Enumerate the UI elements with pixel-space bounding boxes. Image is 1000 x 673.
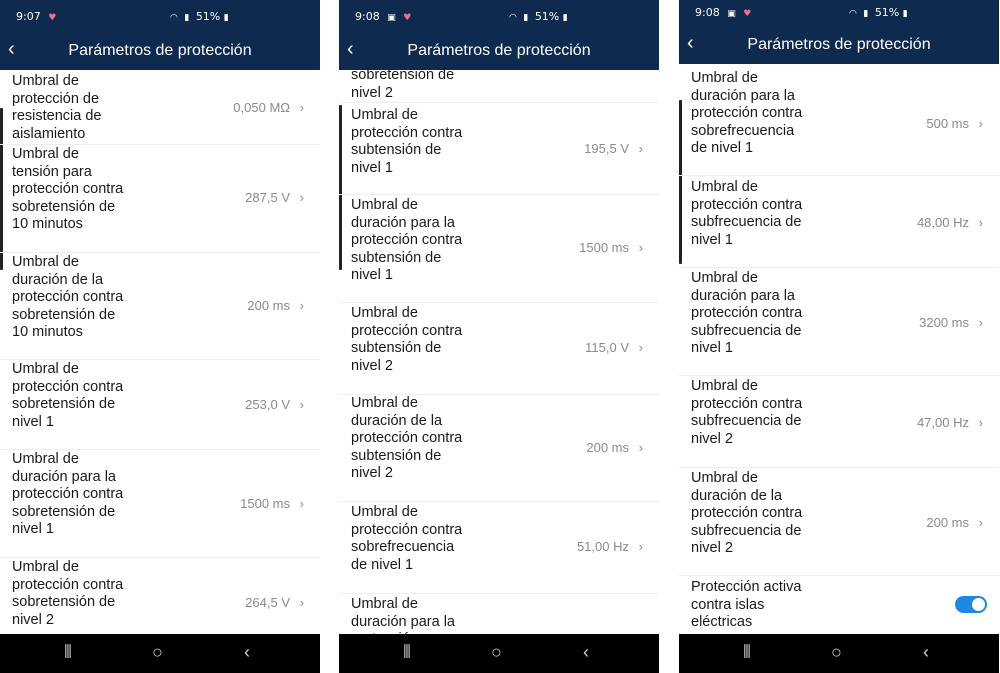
item-value: 200 ms <box>926 515 969 530</box>
item-label: Umbral de protección de resistencia de aislamiento <box>12 73 102 142</box>
chevron-right-icon: › <box>299 397 304 412</box>
wifi-icon: ◠ <box>509 13 517 23</box>
list-item[interactable] <box>679 376 999 468</box>
list-item[interactable] <box>679 64 999 176</box>
item-value: 195,5 V <box>584 141 629 156</box>
system-icons <box>509 10 571 23</box>
item-value: 3200 ms <box>919 315 969 330</box>
item-value: 1500 ms <box>240 496 290 511</box>
item-value: 1500 ms <box>579 240 629 255</box>
item-label: Umbral de protección contra subfrecuencia de nivel 2 <box>691 378 803 447</box>
status-time: 9:08 <box>355 10 380 23</box>
status-bar <box>355 10 411 23</box>
item-label: sobretensión de nivel 2 <box>351 67 455 101</box>
item-value: 287,5 V <box>245 190 290 205</box>
page-title: Parámetros de protección <box>747 36 931 53</box>
list-item[interactable] <box>0 253 320 360</box>
battery-icon: ▮ <box>902 9 908 19</box>
chevron-right-icon: › <box>299 298 304 313</box>
home-icon[interactable]: ○ <box>152 642 163 662</box>
back-icon[interactable]: ‹ <box>583 642 589 662</box>
list-item[interactable] <box>679 268 999 376</box>
list-item[interactable] <box>0 360 320 450</box>
item-label: Umbral de protección contra sobretensión de nivel 2 <box>12 559 124 628</box>
chevron-right-icon: › <box>638 440 643 455</box>
item-label: Protección activa contra islas eléctricas <box>691 579 802 630</box>
wifi-icon: ◠ <box>849 9 857 19</box>
signal-icon: ▮ <box>523 13 529 23</box>
list-item[interactable] <box>679 576 999 634</box>
system-nav-bar <box>679 634 999 673</box>
chevron-right-icon: › <box>299 190 304 205</box>
item-label: Umbral de duración para la protección contra sobrefrecuencia de nivel 1 <box>691 70 803 156</box>
battery-icon: ▮ <box>223 13 229 23</box>
list-item[interactable] <box>0 450 320 558</box>
item-label: Umbral de protección contra subfrecuencia de nivel 1 <box>691 179 803 248</box>
battery-level: 51% <box>874 6 900 19</box>
item-label: Umbral de protección contra sobrefrecuencia de nivel 1 <box>351 504 463 573</box>
back-arrow-icon[interactable]: ‹ <box>8 38 15 60</box>
list-item[interactable] <box>339 303 659 395</box>
item-value: 51,00 Hz <box>576 539 629 554</box>
item-label: Umbral de duración para la <box>351 596 455 630</box>
list-item[interactable] <box>339 67 659 103</box>
status-bar <box>695 6 751 19</box>
phone-screen-3 <box>679 0 999 673</box>
list-item[interactable] <box>679 176 999 268</box>
list-item[interactable] <box>339 502 659 594</box>
chevron-right-icon: › <box>299 496 304 511</box>
status-time: 9:07 <box>16 10 41 23</box>
back-icon[interactable]: ‹ <box>244 642 250 662</box>
settings-list[interactable] <box>679 64 999 634</box>
system-nav-bar <box>339 634 659 673</box>
item-value: 48,00 Hz <box>916 215 969 230</box>
settings-list[interactable] <box>339 67 659 634</box>
page-title: Parámetros de protección <box>407 42 591 59</box>
wifi-icon: ◠ <box>170 13 178 23</box>
chevron-right-icon: › <box>978 116 983 131</box>
chevron-right-icon: › <box>638 141 643 156</box>
item-label: Umbral de duración para la protección contra sobretensión de nivel 1 <box>12 451 124 537</box>
list-item[interactable] <box>0 145 320 253</box>
recent-apps-icon[interactable]: ⦀ <box>403 642 411 662</box>
battery-icon: ▮ <box>562 13 568 23</box>
chevron-right-icon: › <box>978 515 983 530</box>
signal-icon: ▮ <box>184 13 190 23</box>
chevron-right-icon: › <box>638 240 643 255</box>
item-label: Umbral de protección contra sobretensión de nivel 1 <box>12 361 124 430</box>
page-title: Parámetros de protección <box>68 42 252 59</box>
list-item[interactable] <box>679 468 999 576</box>
settings-list[interactable] <box>0 70 320 634</box>
toggle-knob <box>972 598 985 611</box>
app-header <box>679 0 999 64</box>
home-icon[interactable]: ○ <box>831 642 842 662</box>
list-item[interactable] <box>339 103 659 195</box>
status-time: 9:08 <box>695 6 720 19</box>
home-icon[interactable]: ○ <box>491 642 502 662</box>
item-value: 47,00 Hz <box>916 415 969 430</box>
item-value: 264,5 V <box>245 595 290 610</box>
item-value: 115,0 V <box>585 340 629 355</box>
item-value: 0,050 MΩ <box>233 100 290 115</box>
chevron-right-icon: › <box>638 340 643 355</box>
signal-icon: ▮ <box>863 9 869 19</box>
item-value: 253,0 V <box>245 397 290 412</box>
back-arrow-icon[interactable]: ‹ <box>687 32 694 54</box>
recent-apps-icon[interactable]: ⦀ <box>743 642 751 662</box>
back-icon[interactable]: ‹ <box>923 642 929 662</box>
item-value: 200 ms <box>586 440 629 455</box>
gallery-icon: ▣ <box>387 13 396 23</box>
phone-screen-2 <box>339 0 659 673</box>
item-label: Umbral de duración de la protección contra subtensión de nivel 2 <box>351 395 463 481</box>
item-value: 200 ms <box>247 298 290 313</box>
chevron-right-icon: › <box>299 595 304 610</box>
chevron-right-icon: › <box>299 100 304 115</box>
back-arrow-icon[interactable]: ‹ <box>347 38 354 60</box>
status-bar <box>16 10 56 23</box>
app-header <box>0 0 320 70</box>
item-label: Umbral de protección contra subtensión de nivel 1 <box>351 107 463 176</box>
system-nav-bar <box>0 634 320 673</box>
item-label: Umbral de duración de la protección contra sobretensión de 10 minutos <box>12 254 124 340</box>
item-label: Umbral de duración para la protección contra subtensión de nivel 1 <box>351 197 463 283</box>
heart-icon: ♥ <box>48 13 57 23</box>
item-value: 500 ms <box>926 116 969 131</box>
item-label: Umbral de duración para la protección contra subfrecuencia de nivel 1 <box>691 270 803 356</box>
heart-icon: ♥ <box>743 9 752 19</box>
island-protection-toggle[interactable] <box>955 596 987 613</box>
chevron-right-icon: › <box>638 539 643 554</box>
phone-screen-1 <box>0 0 320 673</box>
chevron-right-icon: › <box>978 215 983 230</box>
list-item[interactable] <box>339 395 659 502</box>
system-icons <box>849 6 911 19</box>
item-label: Umbral de duración de la protección contra subfrecuencia de nivel 2 <box>691 470 803 556</box>
chevron-right-icon: › <box>978 415 983 430</box>
item-label: Umbral de tensión para protección contra sobretensión de 10 minutos <box>12 146 124 232</box>
item-label: Umbral de protección contra subtensión de nivel 2 <box>351 305 463 374</box>
system-icons <box>170 10 232 23</box>
heart-icon: ♥ <box>403 13 412 23</box>
chevron-right-icon: › <box>978 315 983 330</box>
recent-apps-icon[interactable]: ⦀ <box>64 642 72 662</box>
list-item[interactable] <box>0 70 320 145</box>
list-item[interactable] <box>339 195 659 303</box>
gallery-icon: ▣ <box>727 9 736 19</box>
battery-level: 51% <box>534 10 560 23</box>
app-header <box>339 0 659 70</box>
battery-level: 51% <box>195 10 221 23</box>
